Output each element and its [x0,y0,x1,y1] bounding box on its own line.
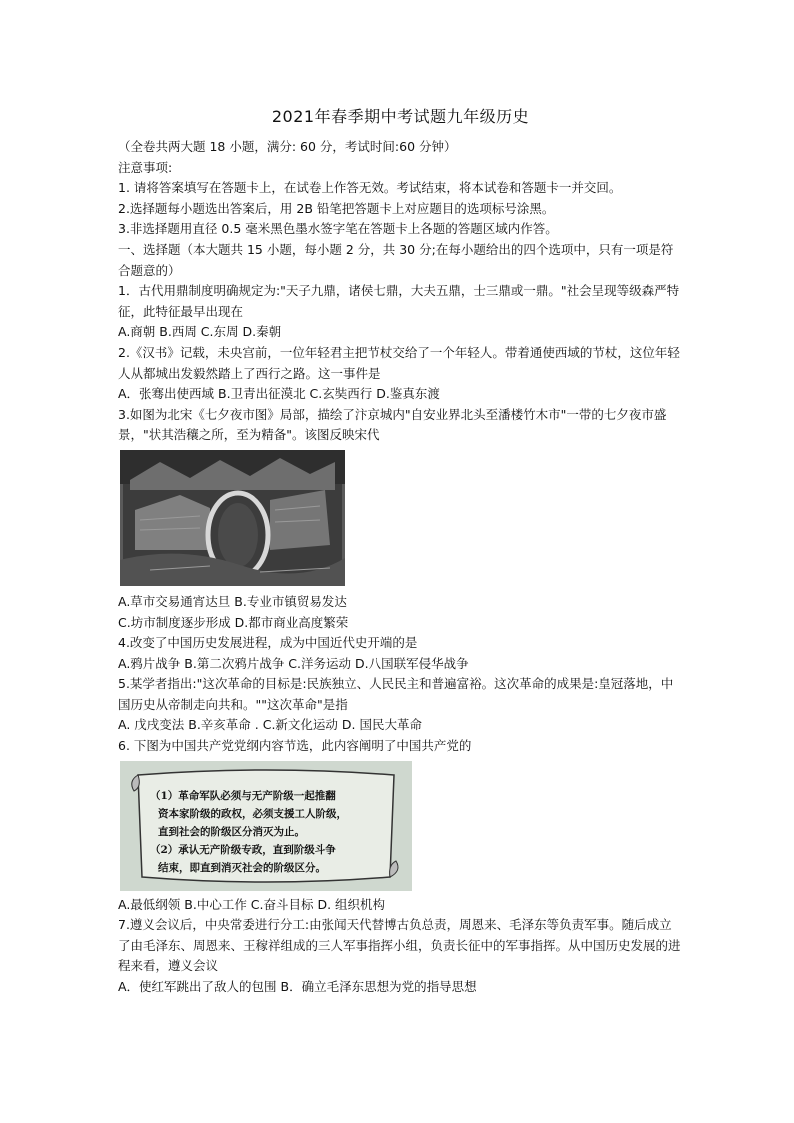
section-1-heading: 一、选择题（本大题共 15 小题，每小题 2 分，共 30 分;在每小题给出的四个选项中，只有一项是符合题意的） [118,241,674,278]
question-6-stem: 6. 下图为中国共产党党纲内容节选，此内容阐明了中国共产党的 [118,738,472,754]
question-7-options: A．使红军跳出了敌人的包围 B．确立毛泽东思想为党的指导思想 [118,979,477,995]
question-6-options: A.最低纲领 B.中心工作 C.奋斗目标 D. 组织机构 [118,896,386,912]
question-5-stem: 5.某学者指出:"这次革命的目标是:民族独立、人民民主和普遍富裕。这次革命的成果是:皇冠落地，中国历史从帝制走向共和。""这次革命"是指 [118,676,674,712]
note-2: 2.选择题每小题选出答案后，用 2B 铅笔把答题卡上对应题目的选项标号涂黑。 [118,200,555,216]
party-program-scroll [120,761,412,891]
question-2-stem: 2.《汉书》记载，未央宫前，一位年轻君主把节杖交给了一个年轻人。带着通使西域的节杖，这位年轻人从都城出发毅然踏上了西行之路。这一事件是 [118,344,680,381]
qixi-night-market-painting [120,450,345,586]
scroll-line-1: （1）革命军队必须与无产阶级一起推翻 [150,789,336,802]
exam-info: （全卷共两大题 18 小题，满分: 60 分，考试时间:60 分钟） [118,139,457,154]
painting-image [120,450,345,586]
question-4-stem: 4.改变了中国历史发展进程，成为中国近代史开端的是 [118,635,418,651]
exam-title: 2021年春季期中考试题九年级历史 [271,107,530,126]
question-4-options: A.鸦片战争 B.第二次鸦片战争 C.洋务运动 D.八国联军侵华战争 [118,655,469,671]
scroll-line-2: 资本家阶级的政权，必须支援工人阶级， [158,807,347,820]
question-3-stem: 3.如图为北宋《七夕夜市图》局部，描绘了汴京城内"自安业界北头至潘楼竹木市"一带的七夕夜市盛景，"状其浩穰之所，至为精备"。该图反映宋代 [118,406,667,443]
notes-heading: 注意事项: [118,159,173,175]
scroll-image [120,761,412,891]
scroll-line-3: 直到社会的阶级区分消灭为止。 [158,825,305,838]
question-5-options: A. 戊戌变法 B.辛亥革命 . C.新文化运动 D. 国民大革命 [118,717,422,733]
question-1-options: A.商朝 B.西周 C.东周 D.秦朝 [118,324,282,340]
question-2-options: A．张骞出使西域 B.卫青出征漠北 C.玄奘西行 D.鉴真东渡 [118,386,440,402]
scroll-line-5: 结束，即直到消灭社会的阶级区分。 [158,861,326,874]
scroll-line-4: （2）承认无产阶级专政，直到阶级斗争 [150,843,336,856]
note-1: 1. 请将答案填写在答题卡上，在试卷上作答无效。考试结束，将本试卷和答题卡一并交回。 [118,180,622,196]
question-1-stem: 1．古代用鼎制度明确规定为:"天子九鼎，诸侯七鼎，大夫五鼎，士三鼎或一鼎。"社会呈现等级森严特征，此特征最早出现在 [118,283,680,319]
question-7-stem: 7.遵义会议后，中央常委进行分工:由张闻天代替博古负总责，周恩来、毛泽东等负责军事。随后成立了由毛泽东、周恩来、王稼祥组成的三人军事指挥小组，负责长征中的军事指挥。从中国历史发展的进程来看，遵义会议 [118,917,681,974]
exam-page [118,104,683,998]
note-3: 3.非选择题用直径 0.5 毫米黑色墨水签字笔在答题卡上各题的答题区域内作答。 [118,221,558,237]
question-3-options-cd: C.坊市制度逐步形成 D.都市商业高度繁荣 [118,614,349,630]
question-3-options-ab: A.草市交易通宵达旦 B.专业市镇贸易发达 [118,593,347,609]
